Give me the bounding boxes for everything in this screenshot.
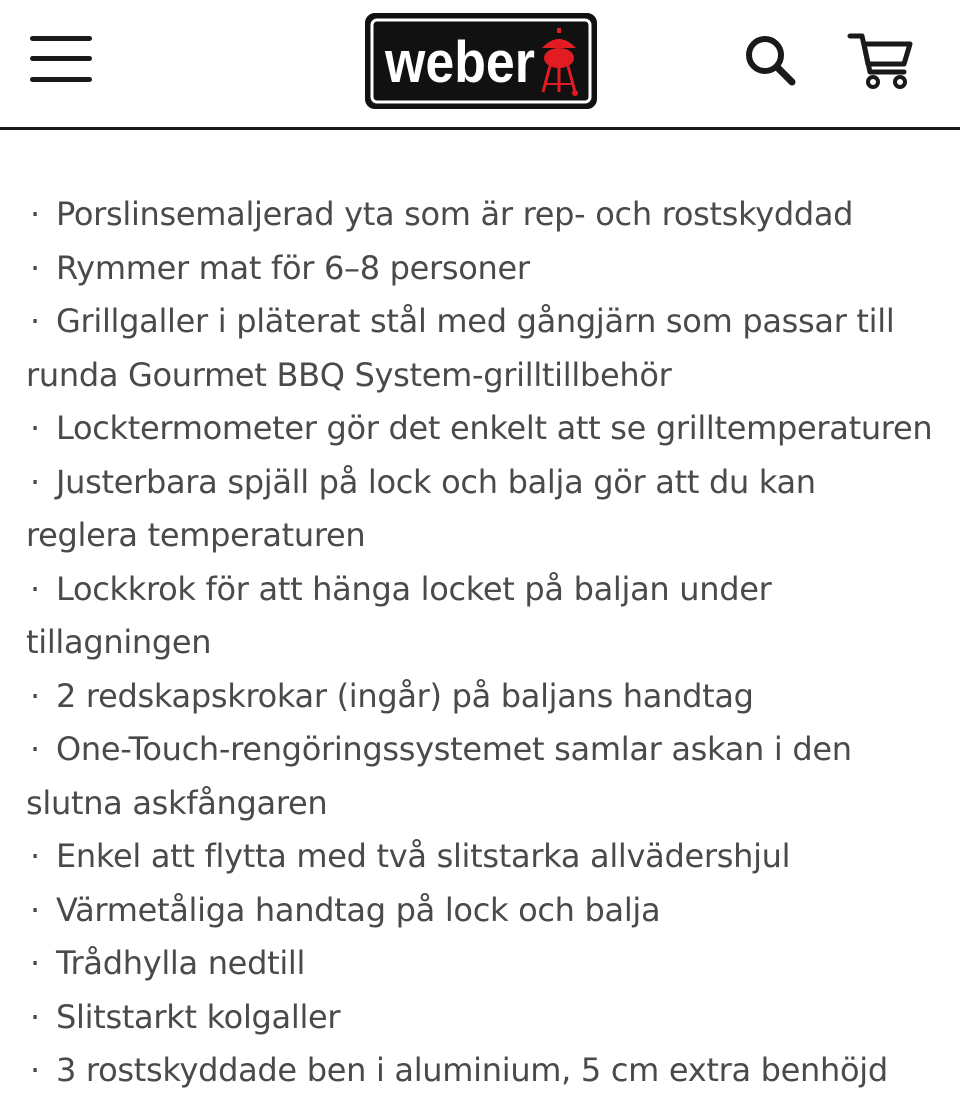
feature-text: 3 rostskyddade ben i aluminium, 5 cm extra benhöjd — [56, 1051, 888, 1089]
hamburger-menu-icon-line — [30, 77, 92, 82]
bullet-icon: · — [30, 890, 40, 929]
feature-text: Enkel att flytta med två slitstarka allvädershjul — [56, 837, 791, 875]
bullet-icon: · — [30, 302, 40, 340]
feature-item — [26, 563, 936, 670]
feature-item — [26, 456, 936, 563]
bullet-icon: · — [30, 997, 40, 1036]
feature-text: One-Touch-rengöringssystemet samlar askan i den slutna askfångaren — [26, 730, 852, 822]
site-header — [0, 0, 960, 130]
feature-item — [26, 991, 936, 1045]
bullet-icon: · — [30, 462, 40, 501]
bullet-icon: · — [30, 837, 40, 875]
bullet-icon: · — [30, 1051, 40, 1089]
feature-item — [26, 723, 936, 830]
feature-item — [26, 188, 936, 242]
cart-icon[interactable] — [846, 28, 916, 92]
feature-item — [26, 242, 936, 296]
feature-text: Lockkrok för att hänga locket på baljan under tillagningen — [26, 569, 772, 661]
search-icon[interactable] — [740, 30, 800, 90]
menu-button[interactable] — [28, 32, 94, 88]
bullet-icon: · — [30, 409, 40, 447]
feature-text: Locktermometer gör det enkelt att se grilltemperaturen — [56, 409, 933, 447]
feature-text: Trådhylla nedtill — [56, 944, 306, 982]
feature-text: Justerbara spjäll på lock och balja gör att du kan reglera temperaturen — [26, 462, 816, 554]
feature-text: 2 redskapskrokar (ingår) på baljans handtag — [56, 676, 754, 715]
feature-text: Porslinsemaljerad yta som är rep- och rostskyddad — [56, 195, 854, 233]
bullet-icon: · — [30, 569, 40, 608]
feature-item — [26, 402, 936, 456]
bullet-icon: · — [30, 248, 40, 287]
feature-item — [26, 830, 936, 884]
bullet-icon: · — [30, 195, 40, 233]
feature-item — [26, 670, 936, 724]
feature-text: Värmetåliga handtag på lock och balja — [56, 890, 661, 929]
hamburger-menu-icon — [30, 36, 92, 41]
feature-item — [26, 1044, 936, 1098]
feature-item — [26, 884, 936, 938]
feature-text: Slitstarkt kolgaller — [56, 997, 341, 1036]
bullet-icon: · — [30, 944, 40, 982]
feature-item — [26, 937, 936, 991]
logo-wordmark: weber — [384, 30, 535, 95]
feature-text: Rymmer mat för 6–8 personer — [56, 248, 530, 287]
bullet-icon: · — [30, 676, 40, 715]
bullet-icon: · — [30, 730, 40, 768]
hamburger-menu-icon-line — [30, 56, 92, 61]
feature-item — [26, 295, 936, 402]
feature-list — [26, 188, 936, 1098]
weber-logo[interactable] — [364, 12, 598, 110]
feature-text: Grillgaller i pläterat stål med gångjärn som passar till runda Gourmet BBQ System-grilltillbehör — [26, 302, 895, 394]
